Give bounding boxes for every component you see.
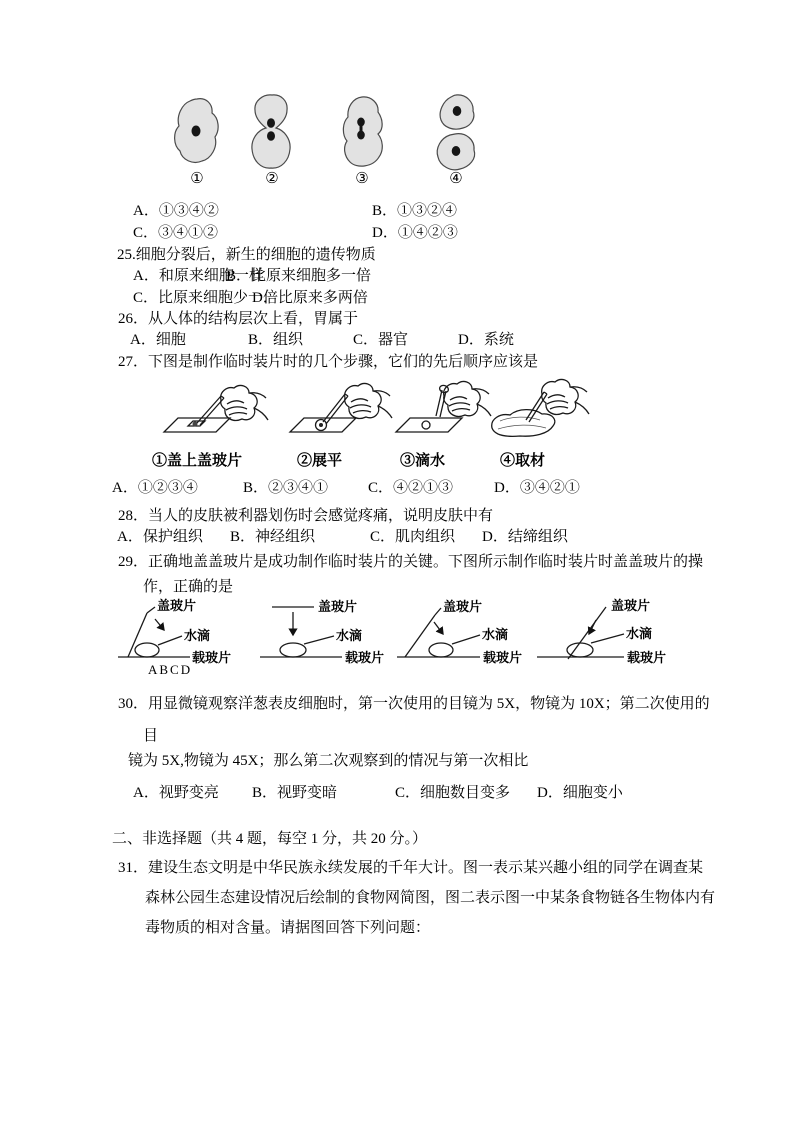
water-drop-label: 水滴 — [482, 627, 509, 642]
step-label-3: ③滴水 — [400, 453, 446, 469]
step-take-material-drawing — [492, 380, 589, 437]
glass-slide-label: 载玻片 — [627, 650, 667, 665]
question-28-option-a: A．保护组织 — [117, 529, 203, 545]
question-29-stem-line2: 作，正确的是 — [143, 579, 234, 595]
question-30-option-d: D．细胞变小 — [537, 785, 623, 801]
cell-stage-2 — [252, 95, 290, 168]
cell-figure-label-4: ④ — [449, 171, 463, 187]
slide-preparation-steps-figure — [158, 382, 588, 448]
cell-figure-label-3: ③ — [355, 171, 369, 187]
step-drop-water-drawing — [396, 382, 491, 432]
question-30-stem-line3: 镜为 5X,物镜为 45X；那么第二次观察到的情况与第一次相比 — [128, 753, 529, 769]
cover-slip-diagram-c — [397, 599, 522, 665]
question-27-stem: 27．下图是制作临时装片时的几个步骤，它们的先后顺序应该是 — [118, 354, 539, 370]
cover-slip-label: 盖玻片 — [611, 598, 651, 613]
step-label-1: ①盖上盖玻片 — [152, 453, 243, 469]
cover-slip-diagram-a — [118, 598, 231, 665]
question-30-option-b: B．视野变暗 — [252, 785, 338, 801]
step-label-4: ④取材 — [500, 453, 546, 469]
section-2-heading: 二、非选择题（共 4 题，每空 1 分，共 20 分。） — [112, 831, 428, 847]
question-25-option-a: A．和原来细胞一样 — [133, 268, 264, 284]
question-29-footnote: ABCD — [148, 662, 193, 677]
question-28-option-d: D．结缔组织 — [482, 529, 568, 545]
cell-stage-4 — [437, 95, 474, 170]
glass-slide-label: 载玻片 — [483, 650, 523, 665]
water-drop-label: 水滴 — [626, 626, 653, 641]
question-25-option-c: C．比原来细胞少一倍 — [133, 290, 279, 306]
question-26-option-d: D．系统 — [458, 332, 514, 348]
question-30-option-c: C．细胞数目变多 — [395, 785, 511, 801]
question-30-option-a: A．视野变亮 — [133, 785, 219, 801]
cell-stage-1 — [175, 99, 219, 163]
question-27-option-a: A．①②③④ — [112, 480, 198, 496]
question-24-option-a: A．①③④② — [133, 203, 219, 219]
cover-slip-diagram-b — [260, 599, 384, 665]
cell-stage-3 — [343, 97, 382, 166]
cell-division-figure — [160, 92, 495, 172]
water-drop-label: 水滴 — [336, 628, 363, 643]
question-24-option-b: B．①③②④ — [372, 203, 458, 219]
question-31-stem-line3: 毒物质的相对含量。请据图回答下列问题： — [145, 920, 431, 936]
question-27-option-b: B．②③④① — [243, 480, 329, 496]
step-cover-slip-drawing — [164, 386, 268, 432]
water-drop-label: 水滴 — [184, 628, 211, 643]
question-27-option-c: C．④②①③ — [368, 480, 454, 496]
question-28-option-c: C．肌肉组织 — [370, 529, 456, 545]
question-26-option-c: C．器官 — [353, 332, 409, 348]
question-30-stem-line2: 目 — [143, 728, 159, 744]
cover-slip-label: 盖玻片 — [157, 598, 197, 613]
cover-slip-methods-figure — [118, 594, 718, 674]
question-31-stem-line2: 森林公园生态建设情况后绘制的食物网简图，图二表示图一中某条食物链各生物体内有 — [145, 890, 716, 906]
question-26-option-a: A．细胞 — [130, 332, 186, 348]
question-28-option-b: B．神经组织 — [230, 529, 316, 545]
glass-slide-label: 载玻片 — [192, 650, 232, 665]
question-30-stem-line1: 30．用显微镜观察洋葱表皮细胞时，第一次使用的目镜为 5X，物镜为 10X；第二次使用的 — [118, 696, 710, 712]
question-25-option-d: D．比原来多两倍 — [252, 290, 368, 306]
cell-figure-label-1: ① — [190, 171, 204, 187]
question-28-stem: 28．当人的皮肤被利器划伤时会感觉疼痛，说明皮肤中有 — [118, 508, 494, 524]
step-flatten-drawing — [290, 384, 392, 432]
cover-slip-diagram-d — [537, 598, 666, 665]
cover-slip-label: 盖玻片 — [318, 599, 358, 614]
question-24-option-d: D．①④②③ — [372, 225, 458, 241]
cell-figure-label-2: ② — [265, 171, 279, 187]
question-31-stem-line1: 31．建设生态文明是中华民族永续发展的千年大计。图一表示某兴趣小组的同学在调查某 — [118, 860, 704, 876]
cover-slip-label: 盖玻片 — [443, 599, 483, 614]
question-24-option-c: C．③④①② — [133, 225, 219, 241]
question-26-stem: 26．从人体的结构层次上看，胃属于 — [118, 311, 359, 327]
question-25-option-b: B．比原来细胞多一倍 — [226, 268, 372, 284]
question-26-option-b: B．组织 — [248, 332, 304, 348]
step-label-2: ②展平 — [297, 453, 343, 469]
question-29-stem-line1: 29．正确地盖盖玻片是成功制作临时装片的关键。下图所示制作临时装片时盖盖玻片的操 — [118, 554, 704, 570]
question-27-option-d: D．③④②① — [494, 480, 580, 496]
glass-slide-label: 载玻片 — [345, 650, 385, 665]
question-25-stem: 25.细胞分裂后，新生的细胞的遗传物质 — [117, 247, 376, 263]
